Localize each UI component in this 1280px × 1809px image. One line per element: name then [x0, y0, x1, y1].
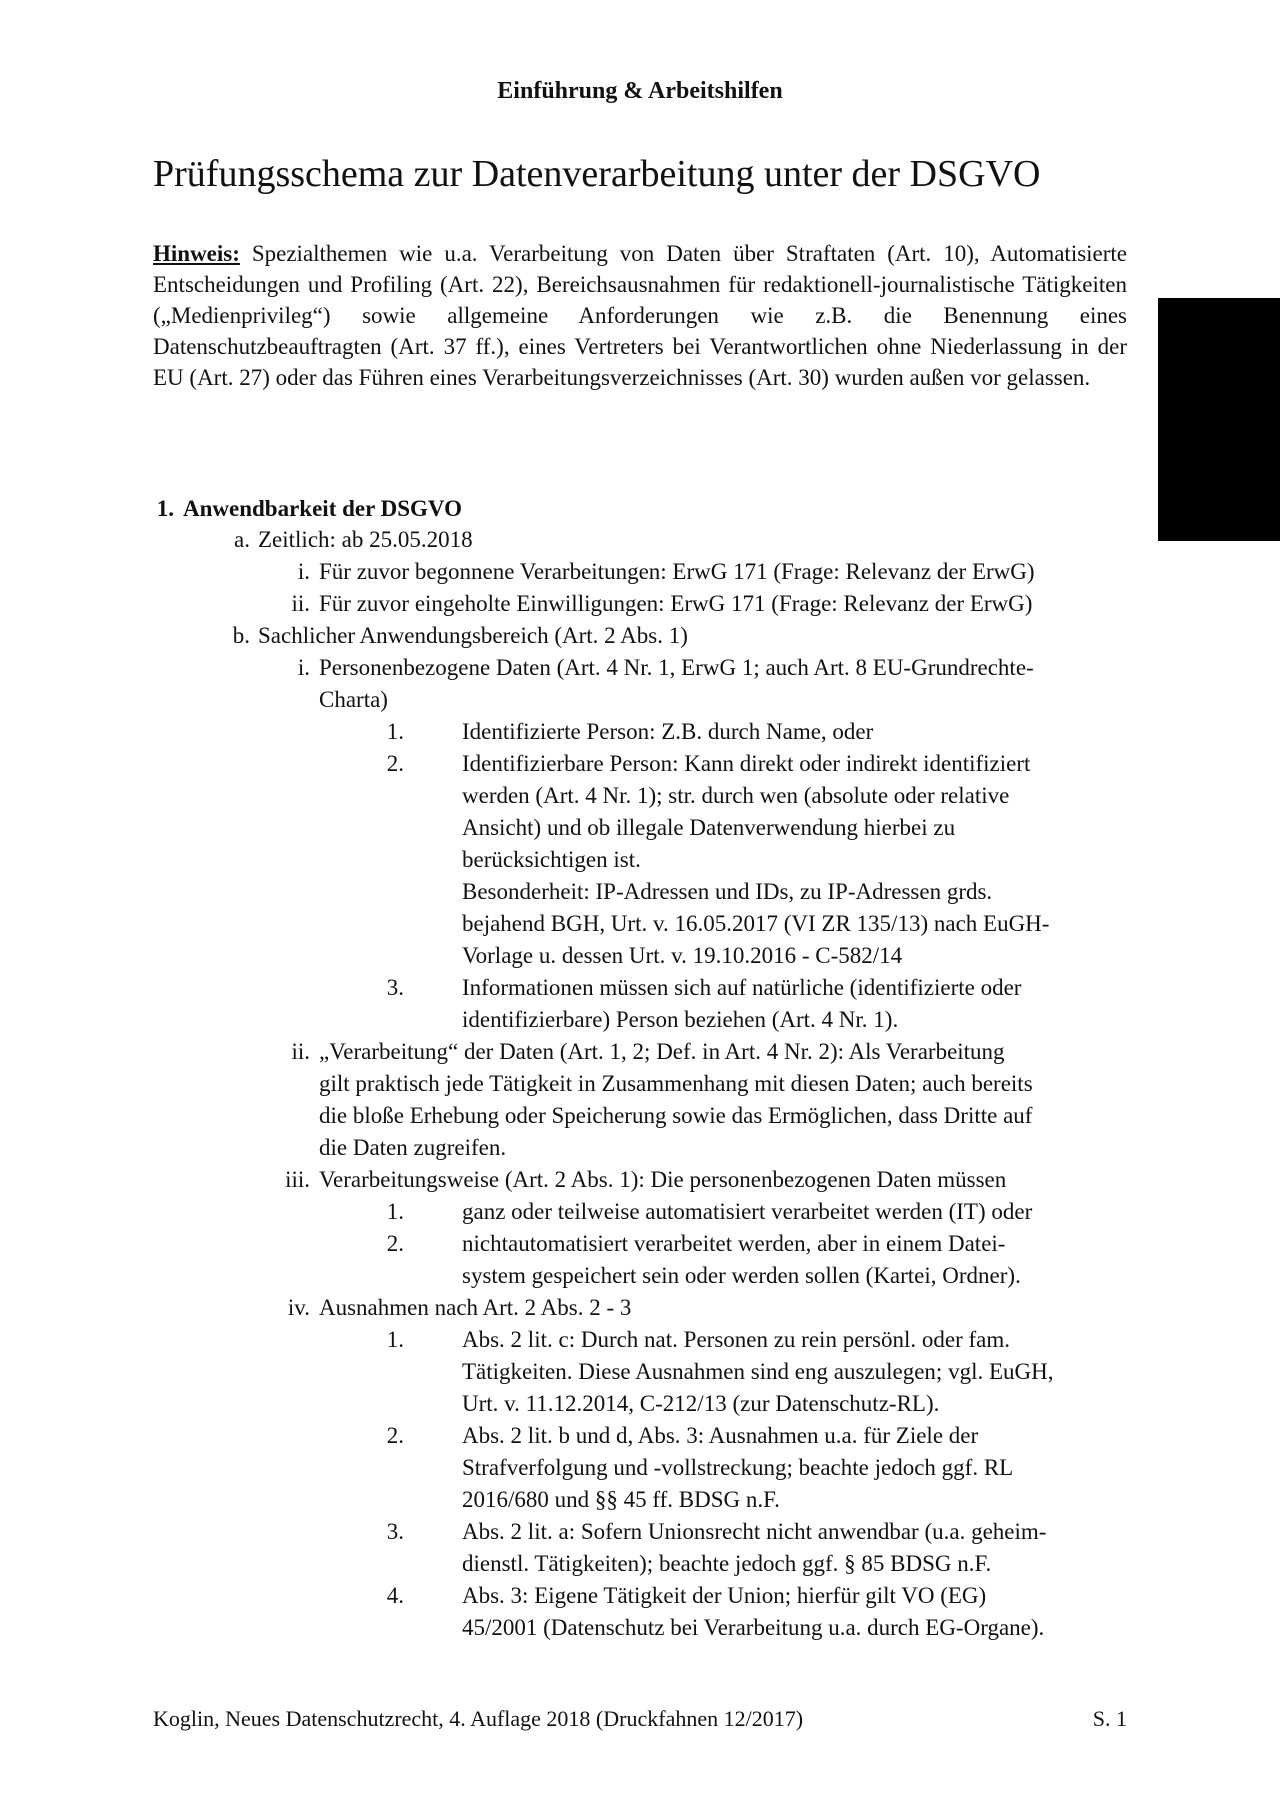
- outline-text: Informationen müssen sich auf natürliche (identifizierte oder: [462, 975, 1022, 1000]
- outline-marker: iv.: [287, 1295, 310, 1320]
- outline-marker: 4.: [386, 1583, 404, 1608]
- outline-text: Strafverfolgung und -vollstreckung; beachte jedoch ggf. RL: [462, 1455, 1014, 1480]
- outline-text: ganz oder teilweise automatisiert verarbeitet werden (IT) oder: [462, 1199, 1033, 1224]
- outline-text: Sachlicher Anwendungsbereich (Art. 2 Abs. 1): [258, 623, 688, 648]
- outline-marker: 1.: [386, 1327, 404, 1352]
- outline-marker: 1.: [156, 496, 174, 521]
- outline-marker: i.: [297, 655, 310, 680]
- outline-text: Identifizierte Person: Z.B. durch Name, oder: [462, 719, 874, 744]
- outline-text: Abs. 2 lit. c: Durch nat. Personen zu rein persönl. oder fam.: [462, 1327, 1011, 1352]
- outline-text: Für zuvor begonnene Verarbeitungen: ErwG 171 (Frage: Relevanz der ErwG): [319, 559, 1035, 584]
- outline-marker: iii.: [285, 1167, 310, 1192]
- outline-text: Verarbeitungsweise (Art. 2 Abs. 1): Die personenbezogenen Daten müssen: [319, 1167, 1007, 1192]
- outline-text: Ansicht) und ob illegale Datenverwendung hierbei zu: [462, 815, 956, 840]
- outline-marker: 2.: [386, 1423, 404, 1448]
- outline-text: Personenbezogene Daten (Art. 4 Nr. 1, ErwG 1; auch Art. 8 EU-Grundrechte-: [319, 655, 1034, 680]
- outline-text: dienstl. Tätigkeiten); beachte jedoch ggf. § 85 BDSG n.F.: [462, 1551, 992, 1576]
- outline-text: die bloße Erhebung oder Speicherung sowie das Ermöglichen, dass Dritte auf: [319, 1103, 1033, 1128]
- outline-text: Identifizierbare Person: Kann direkt oder indirekt identifiziert: [462, 751, 1031, 776]
- outline-text: berücksichtigen ist.: [462, 847, 641, 872]
- footer-source: Koglin, Neues Datenschutzrecht, 4. Auflage 2018 (Druckfahnen 12/2017): [153, 1706, 804, 1731]
- outline-marker: ii.: [291, 591, 310, 616]
- outline-text: nichtautomatisiert verarbeitet werden, aber in einem Datei-: [462, 1231, 1006, 1256]
- outline-text: Urt. v. 11.12.2014, C‑212/13 (zur Datenschutz-RL).: [462, 1391, 940, 1416]
- outline-text: system gespeichert sein oder werden sollen (Kartei, Ordner).: [462, 1263, 1021, 1288]
- outline-text: Besonderheit: IP-Adressen und IDs, zu IP-Adressen grds.: [462, 879, 993, 904]
- outline-marker: a.: [234, 527, 250, 552]
- note-text: Spezialthemen wie u.a. Verarbeitung von Daten über Straftaten (Art. 10), Automatisierte Entscheidungen und Profiling (Art. 22), Bereichsausnahmen für redaktionell-journalistische Tätigkeiten („Medienprivileg“) sowie allgemeine Anforderungen wie z.B. die Benennung eines Datenschutzbeauftragten (Art. 37 ff.), eines Vertreters bei Verantwortlichen ohne Niederlassung in der EU (Art. 27) oder das Führen eines Verarbeitungsverzeichnisses (Art. 30) wurden außen vor gelassen.: [153, 241, 1128, 390]
- outline-text: Charta): [319, 687, 388, 712]
- black-tab-marker: [1158, 298, 1280, 541]
- outline-text: die Daten zugreifen.: [319, 1135, 507, 1160]
- outline-marker: b.: [232, 623, 250, 648]
- outline-marker: 1.: [386, 1199, 404, 1224]
- outline-text: identifizierbare) Person beziehen (Art. 4 Nr. 1).: [462, 1007, 899, 1032]
- outline-text: 45/2001 (Datenschutz bei Verarbeitung u.a. durch EG-Organe).: [462, 1615, 1045, 1640]
- outline-text: Vorlage u. dessen Urt. v. 19.10.2016 - C-582/14: [462, 943, 903, 968]
- outline-marker: 3.: [386, 1519, 404, 1544]
- running-head: Einführung & Arbeitshilfen: [497, 78, 783, 104]
- outline-marker: 2.: [386, 751, 404, 776]
- outline-text: gilt praktisch jede Tätigkeit in Zusammenhang mit diesen Daten; auch bereits: [319, 1071, 1033, 1096]
- outline-marker: ii.: [291, 1039, 310, 1064]
- outline-text: 2016/680 und §§ 45 ff. BDSG n.F.: [462, 1487, 780, 1512]
- note-label: Hinweis:: [153, 241, 240, 266]
- outline-text: Abs. 2 lit. b und d, Abs. 3: Ausnahmen u.a. für Ziele der: [462, 1423, 979, 1448]
- outline-text: Zeitlich: ab 25.05.2018: [258, 527, 473, 552]
- outline-marker: 3.: [386, 975, 404, 1000]
- outline-text: werden (Art. 4 Nr. 1); str. durch wen (absolute oder relative: [462, 783, 1010, 808]
- outline-text: Anwendbarkeit der DSGVO: [183, 496, 462, 521]
- footer-page-number: S. 1: [1092, 1706, 1127, 1731]
- outline-text: Ausnahmen nach Art. 2 Abs. 2 - 3: [319, 1295, 632, 1320]
- note-paragraph: [153, 238, 1127, 393]
- outline-text: Tätigkeiten. Diese Ausnahmen sind eng auszulegen; vgl. EuGH,: [462, 1359, 1054, 1384]
- outline-text: Abs. 3: Eigene Tätigkeit der Union; hierfür gilt VO (EG): [462, 1583, 987, 1608]
- outline-text: Für zuvor eingeholte Einwilligungen: ErwG 171 (Frage: Relevanz der ErwG): [319, 591, 1033, 616]
- outline-text: bejahend BGH, Urt. v. 16.05.2017 (VI ZR 135/13) nach EuGH-: [462, 911, 1050, 936]
- outline-marker: 2.: [386, 1231, 404, 1256]
- outline-marker: i.: [297, 559, 310, 584]
- outline-marker: 1.: [386, 719, 404, 744]
- outline-text: Abs. 2 lit. a: Sofern Unionsrecht nicht anwendbar (u.a. geheim-: [462, 1519, 1047, 1544]
- outline-text: „Verarbeitung“ der Daten (Art. 1, 2; Def. in Art. 4 Nr. 2): Als Verarbeitung: [319, 1039, 1005, 1064]
- page-title: Prüfungsschema zur Datenverarbeitung unter der DSGVO: [153, 153, 1041, 195]
